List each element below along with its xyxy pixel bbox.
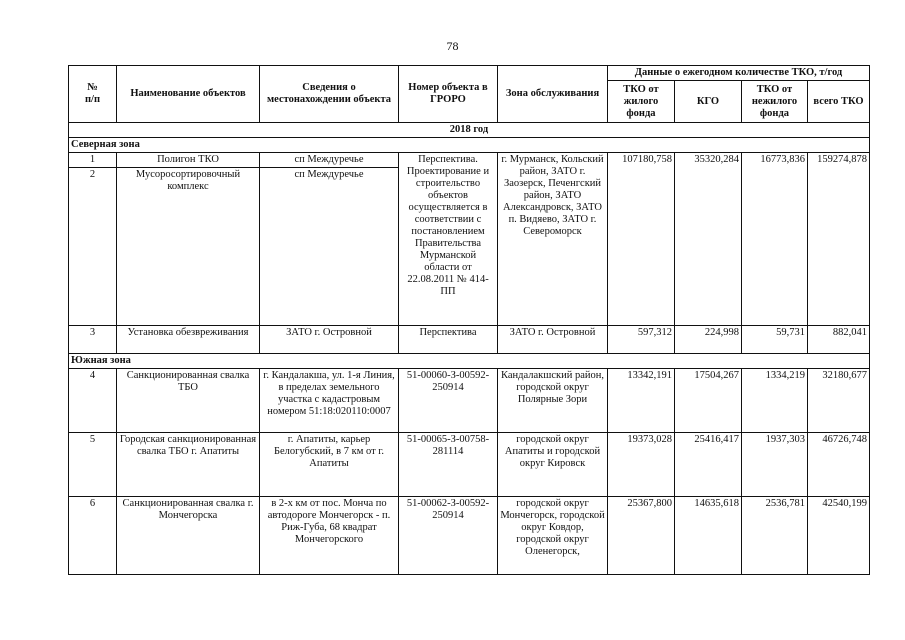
service-zone: городской округ Мончегорск, городской округ Ковдор, городской округ Оленегорск, xyxy=(498,497,608,575)
groro-number: Перспектива. Проектирование и строительство объектов осуществляется в соответствии с постановлением Правительства Мурманской области от 22.08.2011 № 414-ПП xyxy=(399,153,498,326)
object-name: Установка обезвреживания xyxy=(117,326,260,354)
kgo-value: 224,998 xyxy=(675,326,742,354)
kgo-value: 35320,284 xyxy=(675,153,742,326)
tko-residential: 19373,028 xyxy=(608,433,675,497)
header-zone: Зона обслуживания xyxy=(498,66,608,123)
object-location: г. Кандалакша, ул. 1-я Линия, в пределах земельного участка с кадастровым номером 51:18:020110:0007 xyxy=(260,369,399,433)
table-row xyxy=(69,433,870,497)
header-tko-res: ТКО от жилого фонда xyxy=(608,81,675,123)
zone-row-north xyxy=(69,138,870,153)
table-row xyxy=(69,497,870,575)
row-num: 3 xyxy=(69,326,117,354)
tko-total: 46726,748 xyxy=(808,433,870,497)
object-name: Полигон ТКО xyxy=(117,153,260,168)
zone-label-south: Южная зона xyxy=(69,354,870,369)
object-name: Санкционированная свалка ТБО xyxy=(117,369,260,433)
kgo-value: 14635,618 xyxy=(675,497,742,575)
object-location: ЗАТО г. Островной xyxy=(260,326,399,354)
object-name: Мусоросортировочный комплекс xyxy=(117,168,260,326)
row-num: 5 xyxy=(69,433,117,497)
year-label: 2018 год xyxy=(69,123,870,138)
zone-row-south xyxy=(69,354,870,369)
object-location: в 2-х км от пос. Монча по автодороге Мончегорск - п. Риж-Губа, 68 квадрат Мончегорского xyxy=(260,497,399,575)
row-num: 2 xyxy=(69,168,117,326)
service-zone: Кандалакшский район, городской округ Полярные Зори xyxy=(498,369,608,433)
tko-total: 32180,677 xyxy=(808,369,870,433)
kgo-value: 17504,267 xyxy=(675,369,742,433)
waste-objects-table xyxy=(68,65,870,575)
tko-total: 159274,878 xyxy=(808,153,870,326)
header-group-title: Данные о ежегодном количестве ТКО, т/год xyxy=(608,66,870,81)
year-row xyxy=(69,123,870,138)
object-name: Городская санкционированная свалка ТБО г. Апатиты xyxy=(117,433,260,497)
header-total: всего ТКО xyxy=(808,81,870,123)
object-name: Санкционированная свалка г. Мончегорска xyxy=(117,497,260,575)
table-row xyxy=(69,326,870,354)
tko-residential: 597,312 xyxy=(608,326,675,354)
object-location: сп Междуречье xyxy=(260,168,399,326)
row-num: 4 xyxy=(69,369,117,433)
header-tko-nonres: ТКО от нежилого фонда xyxy=(742,81,808,123)
tko-nonresidential: 59,731 xyxy=(742,326,808,354)
groro-number: 51-00062-З-00592-250914 xyxy=(399,497,498,575)
tko-nonresidential: 2536,781 xyxy=(742,497,808,575)
row-num: 1 xyxy=(69,153,117,168)
header-location: Сведения о местонахождении объекта xyxy=(260,66,399,123)
row-num: 6 xyxy=(69,497,117,575)
object-location: г. Апатиты, карьер Белогубский, в 7 км от г. Апатиты xyxy=(260,433,399,497)
table-row xyxy=(69,153,870,168)
page-number: 78 xyxy=(446,39,459,53)
groro-number: 51-00065-З-00758-281114 xyxy=(399,433,498,497)
service-zone: ЗАТО г. Островной xyxy=(498,326,608,354)
tko-nonresidential: 1937,303 xyxy=(742,433,808,497)
header-name: Наименование объектов xyxy=(117,66,260,123)
header-num: № п/п xyxy=(69,66,117,123)
tko-nonresidential: 1334,219 xyxy=(742,369,808,433)
service-zone: г. Мурманск, Кольский район, ЗАТО г. Заозерск, Печенгский район, ЗАТО Александровск, ЗАТО п. Видяево, ЗАТО г. Североморск xyxy=(498,153,608,326)
groro-number: 51-00060-З-00592-250914 xyxy=(399,369,498,433)
zone-label-north: Северная зона xyxy=(69,138,870,153)
header-kgo: КГО xyxy=(675,81,742,123)
tko-total: 882,041 xyxy=(808,326,870,354)
service-zone: городской округ Апатиты и городской округ Кировск xyxy=(498,433,608,497)
header-row-1 xyxy=(69,66,870,81)
kgo-value: 25416,417 xyxy=(675,433,742,497)
object-location: сп Междуречье xyxy=(260,153,399,168)
tko-nonresidential: 16773,836 xyxy=(742,153,808,326)
tko-residential: 25367,800 xyxy=(608,497,675,575)
tko-residential: 13342,191 xyxy=(608,369,675,433)
tko-total: 42540,199 xyxy=(808,497,870,575)
table-row xyxy=(69,369,870,433)
header-groro: Номер объекта в ГРОРО xyxy=(399,66,498,123)
tko-residential: 107180,758 xyxy=(608,153,675,326)
groro-number: Перспектива xyxy=(399,326,498,354)
